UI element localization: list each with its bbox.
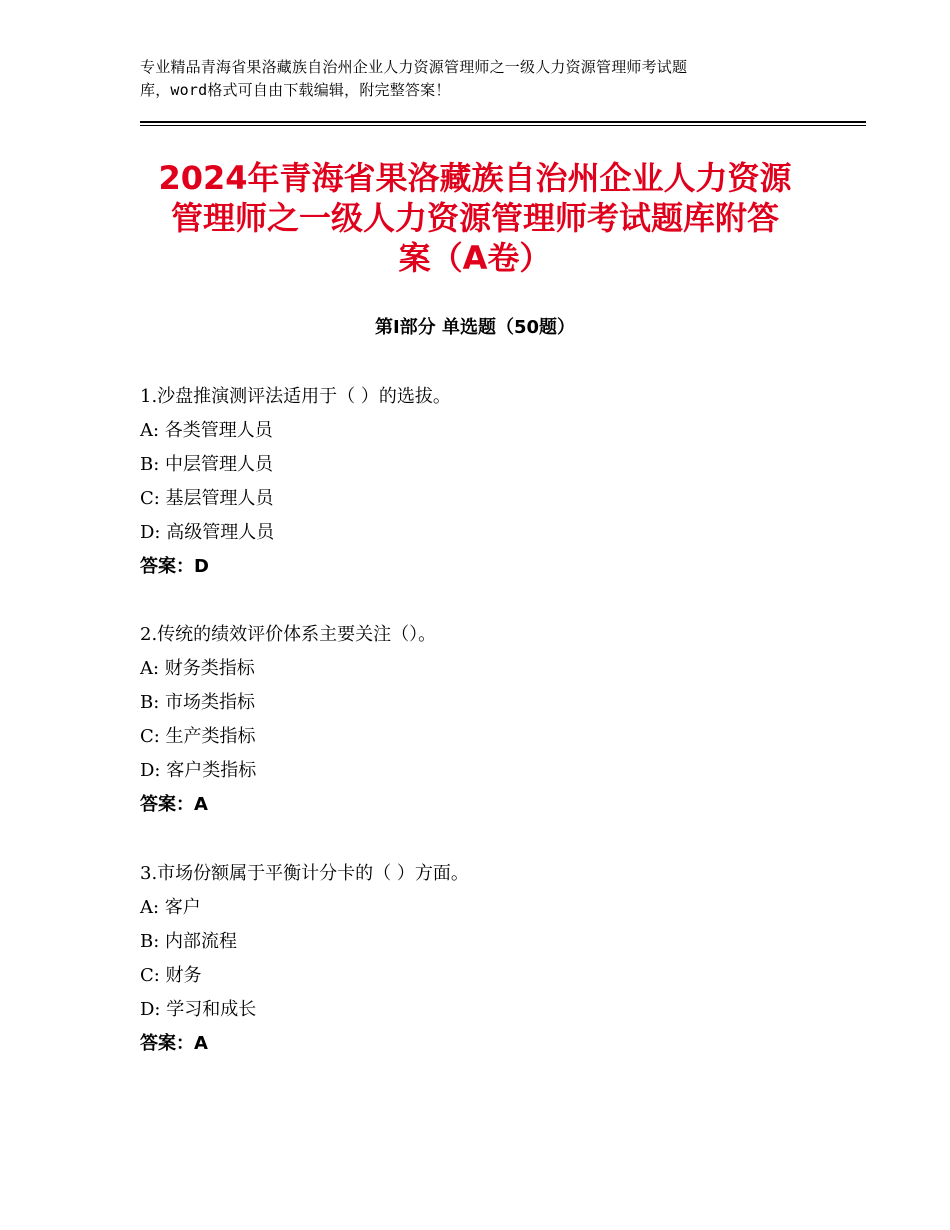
header-note-line-2: 库，word格式可自由下载编辑，附完整答案！ <box>140 81 451 99</box>
document-title-line-3: 案（A卷） <box>398 239 552 277</box>
document-title <box>130 158 820 278</box>
question-stem: 1.沙盘推演测评法适用于（ ）的选拔。 <box>140 386 451 407</box>
question-stem: 3.市场份额属于平衡计分卡的（ ）方面。 <box>140 863 469 884</box>
option-d: D: 客户类指标 <box>140 760 257 781</box>
option-c: C: 生产类指标 <box>140 726 256 747</box>
header-rule-thin <box>140 125 866 126</box>
option-a: A: 客户 <box>140 897 201 918</box>
option-d: D: 高级管理人员 <box>140 522 275 543</box>
answer: 答案：D <box>140 556 209 577</box>
question-1 <box>140 380 860 584</box>
header-rule-thick <box>140 121 866 123</box>
section-heading: 第Ⅰ部分 单选题（50题） <box>374 317 575 338</box>
header-note <box>140 56 830 102</box>
question-3 <box>140 857 860 1061</box>
header-note-line-1: 专业精品青海省果洛藏族自治州企业人力资源管理师之一级人力资源管理师考试题 <box>140 58 688 76</box>
option-a: A: 财务类指标 <box>140 658 255 679</box>
answer: 答案：A <box>140 794 208 815</box>
option-b: B: 中层管理人员 <box>140 454 274 475</box>
document-title-line-1: 2024年青海省果洛藏族自治州企业人力资源 <box>158 159 792 197</box>
document-title-line-2: 管理师之一级人力资源管理师考试题库附答 <box>170 199 779 237</box>
question-stem: 2.传统的绩效评价体系主要关注（）。 <box>140 624 437 645</box>
answer: 答案：A <box>140 1033 208 1054</box>
option-a: A: 各类管理人员 <box>140 420 273 441</box>
option-b: B: 内部流程 <box>140 931 238 952</box>
option-b: B: 市场类指标 <box>140 692 256 713</box>
option-c: C: 基层管理人员 <box>140 488 274 509</box>
option-d: D: 学习和成长 <box>140 999 257 1020</box>
option-c: C: 财务 <box>140 965 202 986</box>
question-2 <box>140 618 860 822</box>
